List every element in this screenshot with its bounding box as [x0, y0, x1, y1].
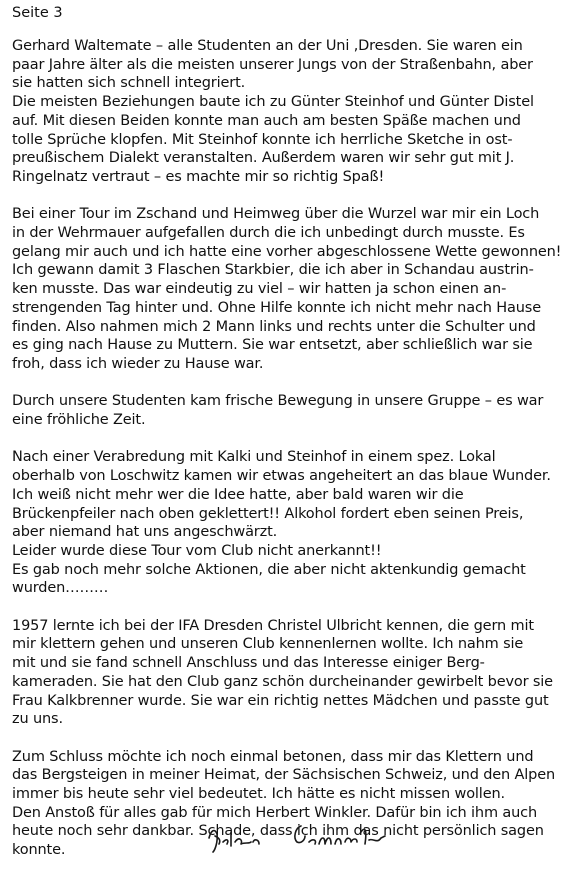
text-line: oberhalb von Loschwitz kamen wir etwas angeheitert an das blaue Wunder. [12, 468, 551, 485]
text-line: Bei einer Tour im Zschand und Heimweg über die Wurzel war mir ein Loch [12, 206, 540, 223]
text-line: Den Anstoß für alles gab für mich Herbert Winkler. Dafür bin ich ihm auch [12, 804, 538, 821]
text-line: es ging nach Hause zu Muttern. Sie war entsetzt, aber schließlich war sie [12, 337, 533, 354]
text-line: Leider wurde diese Tour vom Club nicht anerkannt!! [12, 542, 382, 559]
text-line: auf. Mit diesen Beiden konnte man auch am besten Späße machen und [12, 112, 521, 129]
text-line: aber niemand hat uns angeschwärzt. [12, 524, 278, 541]
paragraph [12, 617, 580, 729]
text-line: Ich weiß nicht mehr wer die Idee hatte, aber bald waren wir die [12, 486, 464, 503]
text-line: wurden……… [12, 580, 109, 597]
text-line: Es gab noch mehr solche Aktionen, die aber nicht aktenkundig gemacht [12, 561, 526, 578]
text-line: in der Wehrmauer aufgefallen durch die ich unbedingt durch musste. Es [12, 225, 525, 242]
page-label: Seite 3 [12, 5, 63, 21]
text-line: ken musste. Das war eindeutig zu viel – wir hatten ja schon einen an- [12, 281, 507, 298]
paragraph [12, 448, 580, 598]
text-line: Brückenpfeiler nach oben geklettert!! Alkohol fordert eben seinen Preis, [12, 505, 524, 522]
text-line: zu uns. [12, 711, 63, 728]
text-line: mit und sie fand schnell Anschluss und das Interesse einiger Berg- [12, 655, 485, 672]
paragraph [12, 205, 580, 373]
text-line: paar Jahre älter als die meisten unserer Jungs von der Straßenbahn, aber [12, 56, 533, 73]
text-line: heute noch sehr dankbar. Schade, dass ich ihm das nicht persönlich sagen [12, 823, 544, 840]
text-line: tolle Sprüche klopfen. Mit Steinhof konnte ich herrliche Sketche in ost- [12, 131, 513, 148]
text-line: froh, dass ich wieder zu Hause war. [12, 355, 264, 372]
text-line: 1957 lernte ich bei der IFA Dresden Christel Ulbricht kennen, die gern mit [12, 617, 534, 634]
text-line: strengenden Tag hinter und. Ohne Hilfe konnte ich nicht mehr nach Hause [12, 299, 541, 316]
text-line: sie hatten sich schnell integriert. [12, 75, 246, 92]
text-line: Ich gewann damit 3 Flaschen Starkbier, die ich aber in Schandau austrin- [12, 262, 534, 279]
text-line: eine fröhliche Zeit. [12, 412, 146, 429]
text-line: finden. Also nahmen mich 2 Mann links und rechts unter die Schulter und [12, 318, 536, 335]
text-line: kameraden. Sie hat den Club ganz schön durcheinander gewirbelt bevor sie [12, 673, 553, 690]
text-line: preußischem Dialekt veranstalten. Außerdem waren wir sehr gut mit J. [12, 150, 515, 167]
text-line: Durch unsere Studenten kam frische Bewegung in unsere Gruppe – es war [12, 393, 544, 410]
text-line: das Bergsteigen in meiner Heimat, der Sächsischen Schweiz, und den Alpen [12, 767, 556, 784]
text-line: Die meisten Beziehungen baute ich zu Günter Steinhof und Günter Distel [12, 94, 534, 111]
text-line: Zum Schluss möchte ich noch einmal betonen, dass mir das Klettern und [12, 748, 534, 765]
text-line: gelang mir auch und ich hatte eine vorher abgeschlossene Wette gewonnen! [12, 243, 562, 260]
text-line: Nach einer Verabredung mit Kalki und Steinhof in einem spez. Lokal [12, 449, 496, 466]
text-line: immer bis heute sehr viel bedeutet. Ich hätte es nicht missen wollen. [12, 786, 505, 803]
text-line: Gerhard Waltemate – alle Studenten an der Uni ‚Dresden. Sie waren ein [12, 38, 523, 54]
paragraph [12, 392, 580, 429]
handwritten-signature-icon [205, 808, 445, 858]
text-line: mir klettern gehen und unseren Club kennenlernen wollte. Ich nahm sie [12, 636, 524, 653]
paragraph [12, 37, 580, 187]
text-line: konnte. [12, 842, 66, 859]
text-line: Frau Kalkbrenner wurde. Sie war ein richtig nettes Mädchen und passte gut [12, 692, 549, 709]
document-body [12, 37, 580, 879]
text-line: Ringelnatz vertraut – es machte mir so richtig Spaß! [12, 168, 385, 185]
